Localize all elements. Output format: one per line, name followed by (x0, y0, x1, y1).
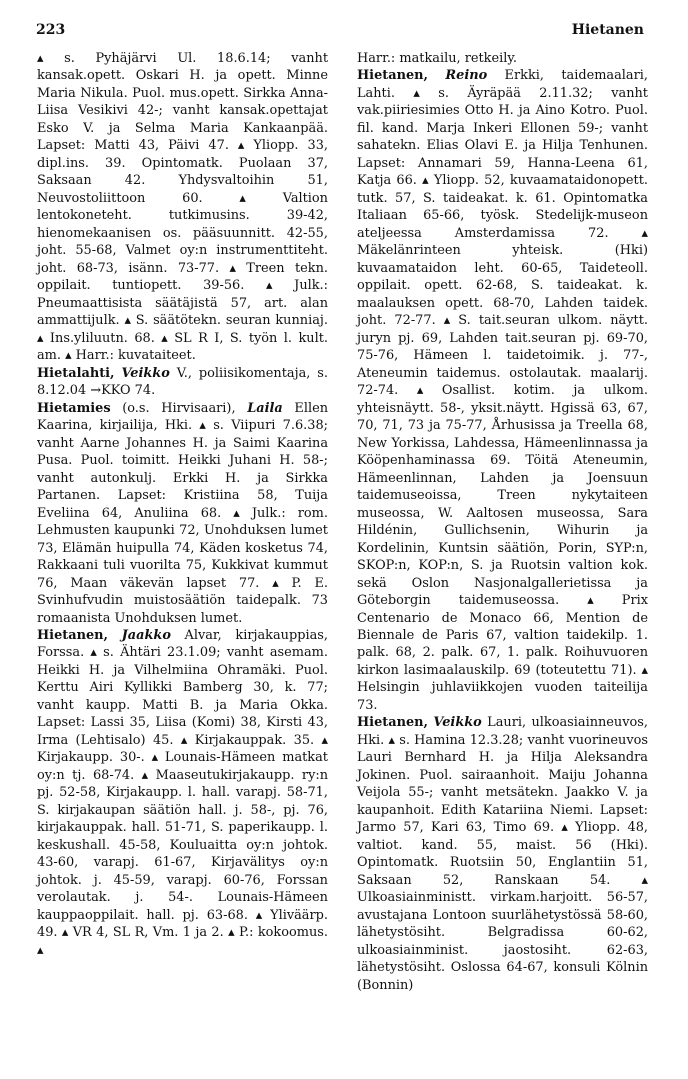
page-header (0, 22, 688, 42)
entry-text: V., poliisikomentaja, s. 8.12.04 →KKO 74. (37, 365, 328, 399)
entry-text: Erkki, taidemaalari, Lahti. ▴ s. Äyräpää 2.11.32; vanht vak.piiriesimies Otto H. ja Aino Kotro. Puol. fil. kand. Marja Inkeri Ellonen 59-; vanht sahatekn. Elias Olavi E. ja Hilja Tenhunen. Lapset: Annamari 59, Hanna-Leena 61, Katja 66. ▴ Yliopp. 52, kuvaamataidonopett. tutk. 57, S. taideakat. k. 61. Opintomatka Italiaan 65-66, työsk. Stedelijk-museon ateljeessa Amsterdamissa 72. ▴ Mäkelänrinteen yhteisk. (Hki) kuvaamataidon leht. 60-65, Taideteoll. oppilait. opett. 62-68, S. taideakat. k. maalauksen opett. 68-70, Lahden taidek. joht. 72-77. ▴ S. tait.seuran ulkom. näytt. juryn pj. 69, Lahden tait.seuran pj. 69-70, 75-76, Hämeen l. taidetoimik. j. 77-, Ateneumin taidemus. ostolautak. maalarij. 72-74. ▴ Osallist. kotim. ja ulkom. yhteisnäytt. 58-, yksit.näytt. Hgissä 63, 67, 70, 71, 73 ja 75-77, Århusissa ja Treella 68, New Yorkissa, Lahdessa, Hämeenlinnassa ja Kööpenhaminassa 69. Töitä Ateneumin, Hämeenlinnan, Lahden ja Joensuun taidemuseoissa, Treen nykytaiteen museossa, W. Aaltosen museossa, Sara Hildénin, Gullichsenin, Wihurin ja Kordelinin, Kuntsin säätiön, Porin, SYP:n, SKOP:n, KOP:n, S. ja Ruotsin valtion kok. sekä Oslon Nasjonalgallerietissa ja Göteborgin taidemuseossa. ▴ Prix Centenario de Monaco 66, Mention de Biennale de Paris 67, valtion taidekilp. 1. palk. 68, 2. palk. 67, 1. palk. Roihuvuoren kirkon lasimaalauskilp. 69 (toteutettu 71). ▴ Helsingin juhlaviikkojen vuoden taiteilija 73. (357, 68, 648, 713)
entry-surname: Hietanen, (357, 68, 429, 84)
entry-text: Lauri, ulkoasiainneuvos, Hki. ▴ s. Hamina 12.3.28; vanht vuorineuvos Lauri Bernhard H. ja Hilja Aleksandra Jokinen. Puol. sairaanhoit. Maiju Johanna Veijola 55-; vanht metsätekn. Jaakko V. ja kaupanhoit. Edith Katariina Niemi. Lapset: Jarmo 57, Kari 63, Timo 69. ▴ Yliopp. 48, valtiot. kand. 55, maist. 56 (Hki). Opintomatk. Ruotsiin 50, Englantiin 51, Saksaan 52, Ranskaan 54. ▴ Ulkoasiainministt. virkam.harjoitt. 56-57, avustajana Lontoon suurlähetystössä 58-60, lähetystösiht. Belgradissa 60-62, ulkoasiainminist. jaostosiht. 62-63, lähetystösiht. Oslossa 64-67, konsuli Kölnin (Bonnin) (357, 715, 648, 993)
entry-hietanen-reino (357, 67, 648, 714)
entry-prefix: (o.s. Hirvisaari), (110, 400, 248, 416)
entry-text: Ellen Kaarina, kirjailija, Hki. ▴ s. Viipuri 7.6.38; vanht Aarne Johannes H. ja Saimi Kaarina Pusa. Puol. toimitt. Heikki Juhani H. 58-; vanht autonkulj. Erkki H. ja Sirkka Partanen. Lapset: Kristiina 58, Tuija Eveliina 64, Anuliina 68. ▴ Julk.: rom. Lehmusten kaupunki 72, Unohduksen lumet 73, Elämän huipulla 74, Käden kosketus 74, Rakkaani tuli vuorilta 75, Kukkivat kummut 76, Maan väkevän lapset 77. ▴ P. E. Svinhufvudin muistosäätiön taidepalk. 73 romaanista Unohduksen lumet. (37, 400, 329, 626)
entry-hietanen-jaakko (37, 627, 328, 959)
right-column (357, 50, 648, 994)
entry-given-name: Jaakko (121, 627, 171, 643)
entry-surname: Hietalahti, (37, 365, 115, 381)
entry-given-name: Veikko (433, 715, 482, 731)
entry-hietamies-laila (37, 400, 328, 627)
entry-text: ▴ s. Pyhäjärvi Ul. 18.6.14; vanht kansak.opett. Oskari H. ja opett. Minne Maria Nikula. Puol. mus.opett. Sirkka Anna-Liisa Vesikivi 42-; vanht kansak.opettajat Esko V. ja Selma Maria Kankaanpää. Lapset: Matti 43, Päivi 47. ▴ Yliopp. 33, dipl.ins. 39. Opintomatk. Puolaan 37, Saksaan 42. Yhdysvaltoihin 51, Neuvostoliittoon 60. ▴ Valtion lentokoneteht. tutkimusins. 39-42, hienomekaanisen os. pääsuunnitt. 42-55, joht. 55-68, Valmet oy:n instrumenttiteht. joht. 68-73, isänn. 73-77. ▴ Treen tekn. oppilait. tuntiopett. 39-56. ▴ Julk.: Pneumaattisista säätäjistä 57, art. alan ammattijulk. ▴ S. säätötekn. seuran kunniaj. ▴ Ins.yliluutn. 68. ▴ SL R I, S. työn l. kult. am. ▴ Harr.: kuvataiteet. (37, 51, 328, 364)
entry-surname: Hietanen, (357, 715, 429, 731)
entry-surname: Hietamies (37, 400, 111, 416)
entry-given-name: Reino (445, 68, 488, 84)
running-head: Hietanen (571, 22, 644, 38)
page-number: 223 (36, 22, 66, 38)
entry-hietalahti-veikko (37, 365, 328, 400)
entry-given-name: Laila (247, 400, 283, 416)
entry-text: Alvar, kirjakauppias, Forssa. ▴ s. Ähtäri 23.1.09; vanht asemam. Heikki H. ja Vilhelmiina Ohramäki. Puol. Kerttu Airi Kyllikki Bamberg 30, k. 77; vanht kaupp. Matti B. ja Maria Okka. Lapset: Lassi 35, Liisa (Komi) 38, Kirsti 43, Irma (Lehtisalo) 45. ▴ Kirjakauppak. 35. ▴ Kirjakaupp. 30-. ▴ Lounais-Hämeen matkat oy:n tj. 68-74. ▴ Maaseutukirjakaupp. ry:n pj. 52-58, Kirjakaupp. l. hall. varapj. 58-71, S. kirjakaupan säätiön hall. j. 58-, pj. 76, kirjakauppak. hall. 51-71, S. paperikaupp. l. keskushall. 45-58, Kouluaitta oy:n johtok. 43-60, varapj. 61-67, Kirjavälitys oy:n johtok. j. 45-59, varapj. 60-76, Forssan verolautak. j. 54-. Lounais-Hämeen kauppaoppilait. hall. pj. 63-68. ▴ Yliväärp. 49. ▴ VR 4, SL R, Vm. 1 ja 2. ▴ P.: kokoomus. ▴ (37, 627, 328, 958)
entry-text: Harr.: matkailu, retkeily. (357, 51, 518, 66)
entry-surname: Hietanen, (37, 627, 109, 643)
left-column (37, 50, 328, 959)
entry-hietanen-veikko (357, 714, 648, 994)
entry-given-name: Veikko (121, 365, 170, 381)
entry-continuation (357, 50, 648, 67)
entry-continuation (37, 50, 328, 365)
